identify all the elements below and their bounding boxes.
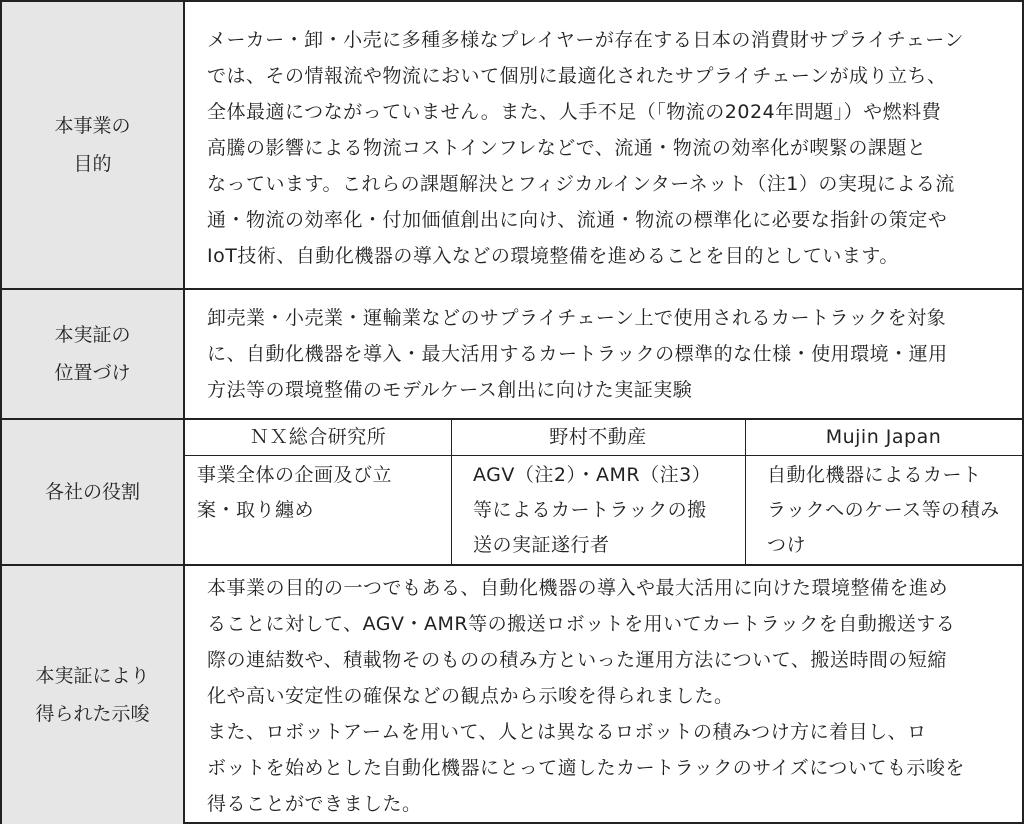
text-line: 本事業の目的の一つでもある、自動化機器の導入や最大活用に向けた環境整備を進め xyxy=(207,577,949,599)
row-label-purpose: 本事業の 目的 xyxy=(2,2,185,288)
text-line: 事業全体の企画及び立 xyxy=(197,464,393,486)
positioning-text xyxy=(185,290,1022,418)
text-line: 全体最適につながっていません。また、人手不足（「物流の2024年問題」）や燃料費 xyxy=(207,101,942,123)
row-label-roles: 各社の役割 xyxy=(2,420,185,564)
text-line: ることに対して、AGV・AMR等の搬送ロボットを用いてカートラックを自動搬送する xyxy=(207,613,956,635)
text-line: 案・取り纏め xyxy=(197,499,315,521)
text-line: ラックへのケース等の積み xyxy=(767,499,1000,521)
row-roles xyxy=(2,420,1022,566)
text-line: 際の連結数や、積載物そのものの積み方といった運用方法について、搬送時間の短縮 xyxy=(207,649,947,671)
text-line: では、その情報流や物流において個別に最適化されたサプライチェーンが成り立ち、 xyxy=(207,65,947,87)
company-name-nx: ＮＸ総合研究所 xyxy=(185,420,451,456)
text-line: 等によるカートラックの搬 xyxy=(473,499,707,521)
text-line: 化や高い安定性の確保などの観点から示唆を得られました。 xyxy=(207,685,734,707)
text-line: 高騰の影響による物流コストインフレなどで、流通・物流の効率化が喫緊の課題と xyxy=(207,137,927,159)
roles-grid xyxy=(185,420,1022,564)
text-line: つけ xyxy=(767,534,807,556)
text-line: メーカー・卸・小売に多種多様なプレイヤーが存在する日本の消費財サプライチェーン xyxy=(207,29,964,51)
text-line: に、自動化機器を導入・最大活用するカートラックの標準的な仕様・使用環境・運用 xyxy=(207,343,948,365)
company-name-nomura: 野村不動産 xyxy=(451,420,745,456)
text-line: また、ロボットアームを用いて、人とは異なるロボットの積みつけ方に着目し、ロ xyxy=(207,721,927,743)
text-line: 得ることができました。 xyxy=(207,793,422,815)
row-label-findings: 本実証により 得られた示唆 xyxy=(2,566,185,824)
text-line: 方法等の環境整備のモデルケース創出に向けた実証実験 xyxy=(207,379,693,401)
row-positioning xyxy=(2,290,1022,420)
text-line: AGV（注2）・AMR（注3） xyxy=(473,464,712,486)
company-name-mujin: Mujin Japan xyxy=(745,420,1022,456)
text-line: なっています。これらの課題解決とフィジカルインターネット（注1）の実現による流 xyxy=(207,173,955,195)
role-cell-mujin xyxy=(745,456,1022,564)
row-label-positioning: 本実証の 位置づけ xyxy=(2,290,185,418)
text-line: 通・物流の効率化・付加価値創出に向け、流通・物流の標準化に必要な指針の策定や xyxy=(207,209,948,231)
role-cell-nomura xyxy=(451,456,745,564)
row-findings xyxy=(2,566,1022,824)
findings-text xyxy=(185,566,1022,824)
purpose-text xyxy=(185,2,1022,288)
text-line: 自動化機器によるカート xyxy=(767,464,982,486)
text-line: ボットを始めとした自動化機器にとって適したカートラックのサイズについても示唆を xyxy=(207,757,965,779)
text-line: 送の実証遂行者 xyxy=(473,534,610,556)
text-line: IoT技術、自動化機器の導入などの環境整備を進めることを目的としています。 xyxy=(207,245,899,267)
text-line: 卸売業・小売業・運輸業などのサプライチェーン上で使用されるカートラックを対象 xyxy=(207,307,947,329)
row-purpose xyxy=(2,2,1022,290)
role-cell-nx xyxy=(185,456,451,564)
